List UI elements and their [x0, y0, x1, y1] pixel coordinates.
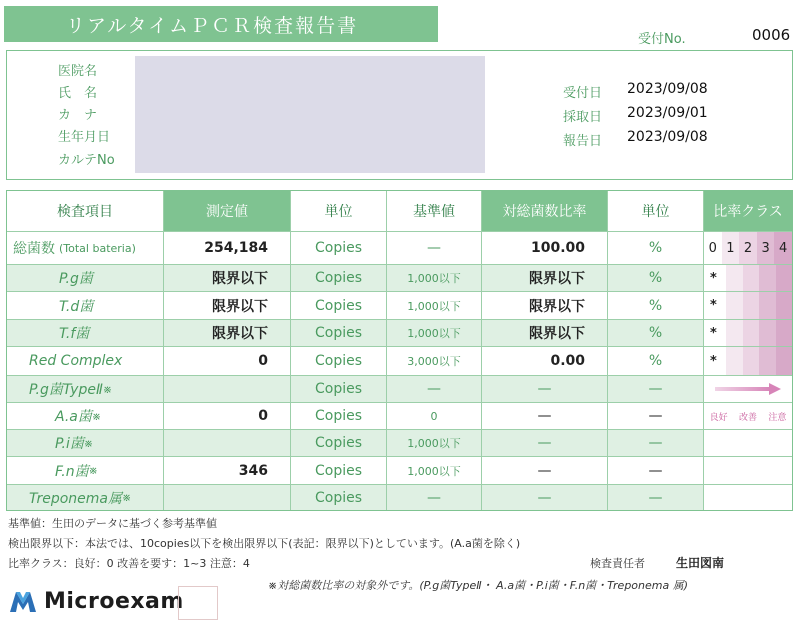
ratio-value: 限界以下 [481, 292, 607, 319]
ratio-value: — [481, 457, 607, 484]
ratio-class-scale [703, 320, 792, 346]
ratio-unit: % [607, 320, 703, 346]
empty-cell [703, 430, 792, 456]
responsible-label: 検査責任者 [590, 557, 645, 570]
ratio-value: 限界以下 [481, 265, 607, 291]
measured-value [163, 376, 290, 402]
ratio-value: 100.00 [481, 232, 607, 264]
birthdate-label: 生年月日 [58, 130, 111, 145]
responsible-name: 生田図南 [676, 556, 725, 570]
reference: 0 [386, 403, 481, 429]
item-name: 総菌数 (Total bateria) [13, 241, 136, 257]
unit: Copies [290, 232, 386, 264]
sampled-date-label: 採取日 [563, 110, 603, 125]
class-0: 0 [704, 232, 722, 264]
measured-value: 限界以下 [163, 320, 290, 346]
redacted-patient-info [135, 56, 485, 173]
item-name: Red Complex [29, 353, 123, 369]
company-seal [178, 586, 218, 620]
results-table [6, 190, 793, 511]
reference: — [386, 376, 481, 402]
unit: Copies [290, 485, 386, 510]
measured-value: 限界以下 [163, 292, 290, 319]
ratio-class-scale [703, 347, 792, 375]
ratio-value: 限界以下 [481, 320, 607, 346]
table-row [7, 319, 792, 346]
measured-value [163, 430, 290, 456]
measured-value [163, 485, 290, 510]
ratio-class-scale [703, 265, 792, 291]
table-row [7, 456, 792, 484]
ratio-value: — [481, 485, 607, 510]
legend-improve: 改善 [738, 412, 757, 423]
header-unit: 単位 [290, 191, 386, 231]
ratio-unit: % [607, 292, 703, 319]
header-test-item: 検査項目 [57, 204, 113, 220]
patient-name-label: 氏 名 [58, 86, 98, 101]
unit: Copies [290, 292, 386, 319]
ratio-unit: — [607, 430, 703, 456]
header-measured-value: 測定値 [163, 191, 290, 231]
item-name: T.f菌 [59, 326, 90, 342]
footnote: ※対総菌数比率の対象外です。(P.g菌TypeⅡ・ A.a菌・P.i菌・F.n菌・Treponema 属) [268, 579, 689, 592]
item-name: P.g菌 [59, 271, 93, 287]
ratio-class-legend [703, 403, 792, 429]
brand-logo [8, 588, 184, 614]
table-row [7, 291, 792, 319]
report-date: 2023/09/08 [627, 129, 708, 145]
class-mark: * [704, 265, 726, 291]
table-row [7, 231, 792, 264]
received-date: 2023/09/08 [627, 81, 708, 97]
unit: Copies [290, 265, 386, 291]
item-name: P.i菌 ※ [55, 436, 94, 452]
reference: 1,000以下 [386, 320, 481, 346]
table-header-row [7, 191, 792, 231]
report-date-label: 報告日 [563, 134, 603, 149]
ratio-unit: — [607, 403, 703, 429]
unit: Copies [290, 376, 386, 402]
class-mark: * [704, 320, 726, 346]
class-mark: * [704, 347, 726, 375]
receipt-no: 0006 [752, 26, 791, 44]
ratio-class-scale [703, 292, 792, 319]
measured-value: 346 [163, 457, 290, 484]
logo-text: Microexam [44, 588, 184, 614]
reference: 1,000以下 [386, 292, 481, 319]
note-reference: 基準値：生田のデータに基づく参考基準値 [8, 517, 217, 530]
ratio-unit: % [607, 265, 703, 291]
ratio-unit: % [607, 232, 703, 264]
ratio-value: 0.00 [481, 347, 607, 375]
reference: 1,000以下 [386, 265, 481, 291]
reference: 3,000以下 [386, 347, 481, 375]
ratio-value: — [481, 376, 607, 402]
table-row [7, 346, 792, 375]
unit: Copies [290, 347, 386, 375]
reference: 1,000以下 [386, 457, 481, 484]
unit: Copies [290, 403, 386, 429]
measured-value: 0 [163, 347, 290, 375]
ratio-class-scale [703, 232, 792, 264]
measured-value: 254,184 [163, 232, 290, 264]
class-2: 2 [739, 232, 757, 264]
ratio-value: — [481, 403, 607, 429]
sampled-date: 2023/09/01 [627, 105, 708, 121]
item-name: F.n菌 ※ [55, 463, 98, 480]
item-name: Treponema属 ※ [29, 490, 132, 507]
chart-no-label: カルテNo [58, 153, 115, 168]
ratio-unit: % [607, 347, 703, 375]
reference: — [386, 485, 481, 510]
item-name: P.g菌TypeⅡ ※ [29, 382, 113, 398]
kana-label: カ ナ [58, 108, 98, 123]
class-1: 1 [722, 232, 740, 264]
reference: 1,000以下 [386, 430, 481, 456]
class-3: 3 [757, 232, 775, 264]
table-row [7, 264, 792, 291]
unit: Copies [290, 430, 386, 456]
legend-good: 良好 [709, 412, 728, 423]
item-name: A.a菌 ※ [55, 409, 102, 425]
note-detection-limit: 検出限界以下：本法では、10copies以下を検出限界以下(表記：限界以下)としています。(A.a菌を除く) [8, 537, 521, 550]
clinic-name-label: 医院名 [58, 64, 98, 79]
empty-cell [703, 457, 792, 484]
header-ratio-unit: 単位 [607, 191, 703, 231]
ratio-unit: — [607, 485, 703, 510]
item-name: T.d菌 [59, 298, 94, 315]
class-4: 4 [774, 232, 792, 264]
measured-value: 限界以下 [163, 265, 290, 291]
header-ratio-class: 比率クラス [703, 191, 792, 231]
table-row [7, 484, 792, 510]
header-ratio: 対総菌数比率 [481, 191, 607, 231]
table-row [7, 402, 792, 429]
header-reference: 基準値 [386, 191, 481, 231]
ratio-unit: — [607, 376, 703, 402]
received-date-label: 受付日 [563, 86, 603, 101]
note-ratio-class: 比率クラス：良好：0 改善を要す：1~3 注意：4 [8, 557, 250, 570]
measured-value: 0 [163, 403, 290, 429]
empty-cell [703, 485, 792, 510]
legend-caution: 注意 [768, 412, 787, 423]
arrow-right-icon [715, 383, 781, 395]
receipt-no-label: 受付No. [638, 32, 686, 47]
table-row [7, 429, 792, 456]
ratio-unit: — [607, 457, 703, 484]
unit: Copies [290, 320, 386, 346]
report-title: リアルタイムＰＣＲ検査報告書 [4, 6, 438, 42]
microexam-logo-icon [8, 588, 38, 614]
ratio-value: — [481, 430, 607, 456]
class-mark: * [704, 292, 726, 319]
ratio-arrow [703, 376, 792, 402]
reference: — [386, 232, 481, 264]
table-row [7, 375, 792, 402]
unit: Copies [290, 457, 386, 484]
